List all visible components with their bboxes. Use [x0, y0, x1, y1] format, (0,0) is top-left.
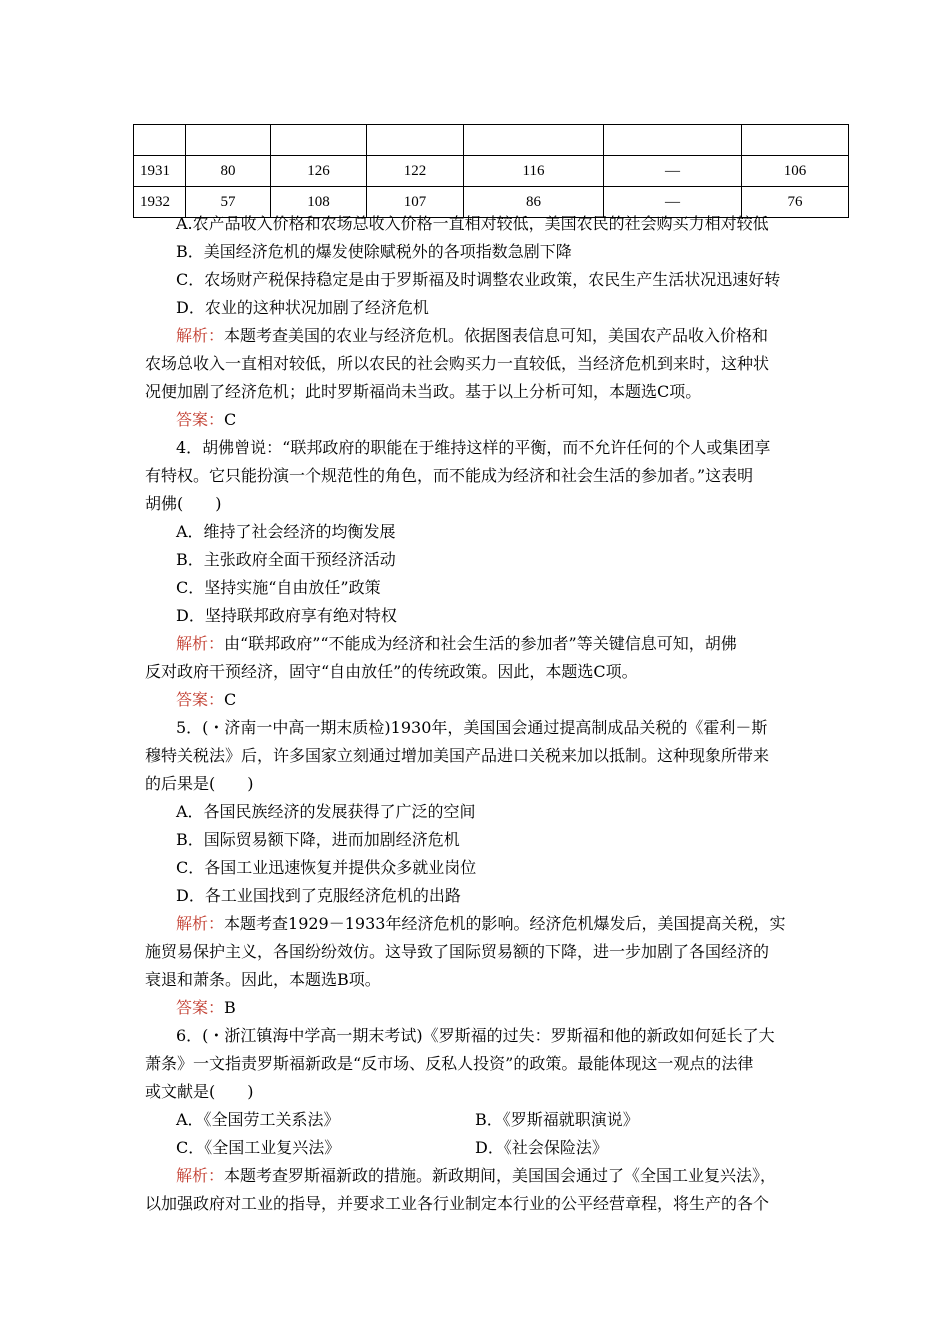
q5-analysis-line: 施贸易保护主义，各国纷纷效仿。这导致了国际贸易额的下降，进一步加剧了各国经济的: [145, 942, 770, 961]
table-cell: 122: [367, 156, 464, 187]
q3-analysis-line: 况便加剧了经济危机；此时罗斯福尚未当政。基于以上分析可知，本题选C项。: [145, 382, 702, 401]
q3-answer: [176, 408, 236, 432]
answer-label: 答案：: [176, 690, 225, 709]
table-cell: [464, 125, 604, 156]
q5-analysis-line: [176, 912, 785, 936]
q4-option-a: A．维持了社会经济的均衡发展: [176, 522, 396, 541]
table-cell: [271, 125, 367, 156]
answer-value: C: [224, 690, 237, 709]
q6-option-d: D．《社会保险法》: [475, 1138, 608, 1157]
q6-stem-line: 萧条》一文指责罗斯福新政是“反市场、反私人投资”的政策。最能体现这一观点的法律: [145, 1054, 754, 1073]
answer-label: 答案：: [176, 998, 225, 1017]
q3-option-b: B．美国经济危机的爆发使除赋税外的各项指数急剧下降: [176, 242, 572, 261]
q4-stem-line: 胡佛( ): [145, 494, 222, 513]
q4-answer: [176, 688, 236, 712]
table-cell-year: 1932: [134, 187, 186, 218]
q6-stem-line: 6．(・浙江镇海中学高一期末考试)《罗斯福的过失：罗斯福和他的新政如何延长了大: [176, 1026, 775, 1045]
q5-option-c: C．各国工业迅速恢复并提供众多就业岗位: [176, 858, 477, 877]
q3-option-a: A.农产品收入价格和农场总收入价格一直相对较低，美国农民的社会购买力相对较低: [176, 214, 769, 233]
q5-analysis-line: 衰退和萧条。因此，本题选B项。: [145, 970, 381, 989]
q6-stem-line: 或文献是( ): [145, 1082, 254, 1101]
analysis-label: 解析：: [176, 1166, 225, 1185]
q3-analysis-line: [176, 324, 768, 348]
table-cell: 107: [367, 187, 464, 218]
q4-option-c: C．坚持实施“自由放任”政策: [176, 578, 381, 597]
q3-analysis-line: 农场总收入一直相对较低，所以农民的社会购买力一直较低，当经济危机到来时，这种状: [145, 354, 770, 373]
q4-option-d: D．坚持联邦政府享有绝对特权: [176, 606, 397, 625]
analysis-text: 由“联邦政府”“不能成为经济和社会生活的参加者”等关键信息可知，胡佛: [224, 634, 737, 653]
q4-stem-line: 4．胡佛曾说：“联邦政府的职能在于维持这样的平衡，而不允许任何的个人或集团享: [176, 438, 771, 457]
q4-analysis-line: 反对政府干预经济，固守“自由放任”的传统政策。因此，本题选C项。: [145, 662, 638, 681]
table-cell: —: [604, 187, 742, 218]
table-cell: 106: [742, 156, 849, 187]
q6-option-c: C．《全国工业复兴法》: [176, 1138, 341, 1157]
statistics-table: [133, 124, 849, 218]
q5-answer: [176, 996, 236, 1020]
q5-option-d: D．各工业国找到了克服经济危机的出路: [176, 886, 461, 905]
table-cell: 116: [464, 156, 604, 187]
table-header-row: [134, 125, 849, 156]
analysis-text: 本题考查美国的农业与经济危机。依据图表信息可知，美国农产品收入价格和: [224, 326, 769, 345]
q5-option-a: A．各国民族经济的发展获得了广泛的空间: [176, 802, 476, 821]
table-cell: 80: [186, 156, 271, 187]
analysis-text: 本题考查1929－1933年经济危机的影响。经济危机爆发后，美国提高关税，实: [224, 914, 786, 933]
table-cell: [604, 125, 742, 156]
table-cell: [134, 125, 186, 156]
q6-analysis-line: [176, 1164, 776, 1188]
answer-label: 答案：: [176, 410, 225, 429]
q6-option-a: A．《全国劳工关系法》: [176, 1110, 340, 1129]
q6-analysis-line: 以加强政府对工业的指导，并要求工业各行业制定本行业的公平经营章程，将生产的各个: [145, 1194, 770, 1213]
analysis-text: 本题考查罗斯福新政的措施。新政期间，美国国会通过了《全国工业复兴法》，: [224, 1166, 777, 1185]
analysis-label: 解析：: [176, 634, 225, 653]
q6-option-b: B．《罗斯福就职演说》: [475, 1110, 639, 1129]
q5-stem-line: 的后果是( ): [145, 774, 254, 793]
q4-analysis-line: [176, 632, 737, 656]
q4-option-b: B．主张政府全面干预经济活动: [176, 550, 396, 569]
answer-value: C: [224, 410, 237, 429]
table-cell: —: [604, 156, 742, 187]
table-cell: [742, 125, 849, 156]
q5-option-b: B．国际贸易额下降，进而加剧经济危机: [176, 830, 460, 849]
q4-stem-line: 有特权。它只能扮演一个规范性的角色，而不能成为经济和社会生活的参加者。”这表明: [145, 466, 754, 485]
analysis-label: 解析：: [176, 914, 225, 933]
table-cell: 57: [186, 187, 271, 218]
table-cell: 86: [464, 187, 604, 218]
table-cell: 126: [271, 156, 367, 187]
answer-value: B: [224, 998, 236, 1017]
table-cell: [186, 125, 271, 156]
table-cell: [367, 125, 464, 156]
table-row: [134, 156, 849, 187]
q5-stem-line: 5．(・济南一中高一期末质检)1930年，美国国会通过提高制成品关税的《霍利－斯: [176, 718, 768, 737]
q5-stem-line: 穆特关税法》后，许多国家立刻通过增加美国产品进口关税来加以抵制。这种现象所带来: [145, 746, 770, 765]
table-cell: 108: [271, 187, 367, 218]
q3-option-d: D．农业的这种状况加剧了经济危机: [176, 298, 429, 317]
analysis-label: 解析：: [176, 326, 225, 345]
table-cell-year: 1931: [134, 156, 186, 187]
q3-option-c: C．农场财产税保持稳定是由于罗斯福及时调整农业政策，农民生产生活状况迅速好转: [176, 270, 781, 289]
table-cell: 76: [742, 187, 849, 218]
